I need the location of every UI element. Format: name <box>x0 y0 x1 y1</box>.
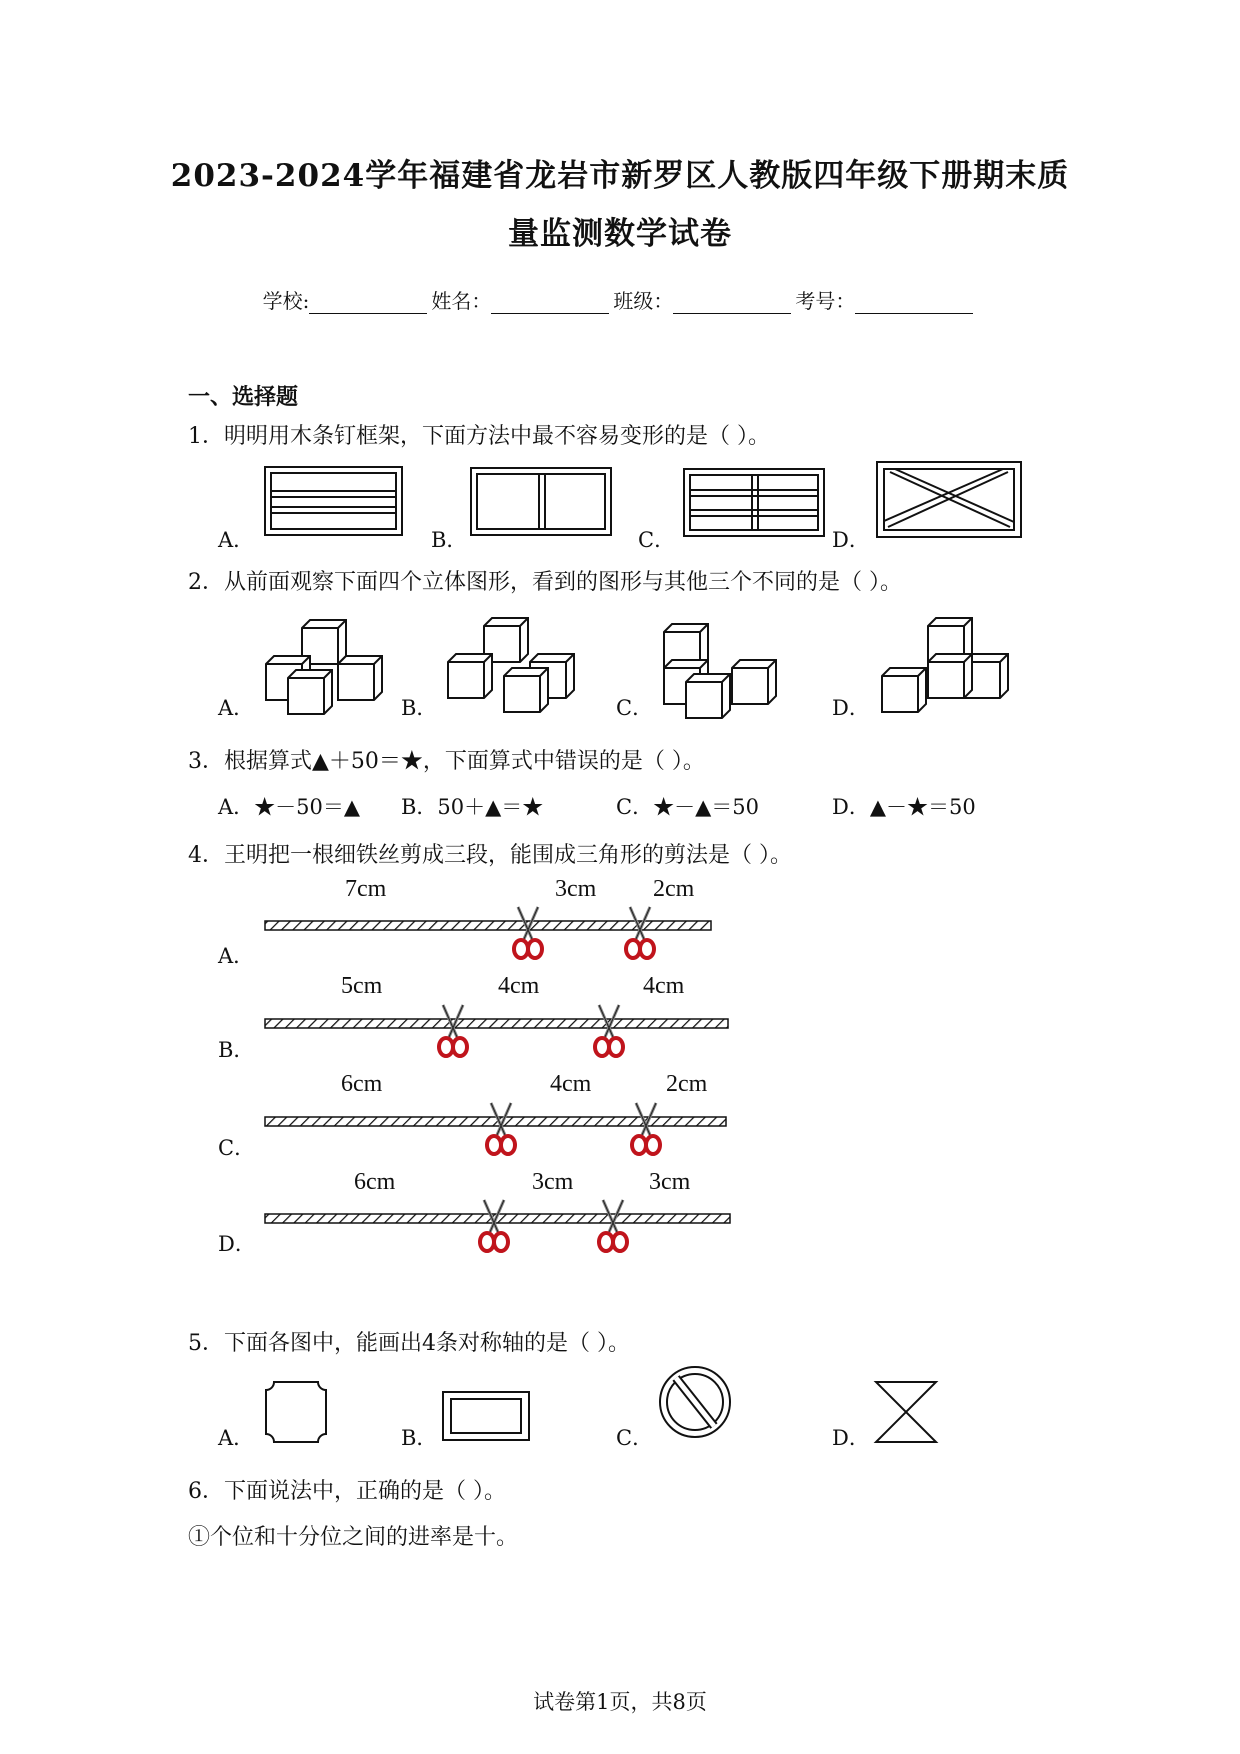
name-label: 姓名： <box>431 289 492 313</box>
q4-option-d-label[interactable]: D． <box>218 1232 256 1256</box>
q4-option-b-label[interactable]: B． <box>218 1038 255 1062</box>
q4-a-seg1: 7cm <box>345 876 387 902</box>
section-heading: 一、选择题 <box>188 384 299 410</box>
q4-d-seg3: 3cm <box>649 1169 691 1195</box>
question-5-stem: 5．下面各图中，能画出4条对称轴的是（ ）。 <box>188 1331 630 1356</box>
q5-shape-a <box>266 1382 326 1442</box>
exam-title-line2: 量监测数学试卷 <box>508 216 732 252</box>
q1-option-a-label[interactable]: A． <box>218 528 255 552</box>
q1-option-d-label[interactable]: D． <box>832 528 870 552</box>
q5-option-d-label[interactable]: D． <box>832 1426 870 1450</box>
question-4-stem: 4．王明把一根细铁丝剪成三段，能围成三角形的剪法是（ ）。 <box>188 843 792 868</box>
q4-option-a-label[interactable]: A． <box>218 944 255 968</box>
q4-option-c-label[interactable]: C． <box>218 1136 256 1160</box>
q3-option-a[interactable]: A．★－50＝▲ <box>218 795 361 819</box>
page-footer: 试卷第1页，共8页 <box>533 1690 707 1714</box>
q2-option-d-label[interactable]: D． <box>832 696 870 720</box>
q4-b-seg2: 4cm <box>498 973 540 999</box>
question-1-stem: 1．明明用木条钉框架，下面方法中最不容易变形的是（ ）。 <box>188 424 770 449</box>
q5-option-b-label[interactable]: B． <box>401 1426 438 1450</box>
q5-option-a-label[interactable]: A． <box>218 1426 255 1450</box>
q3-option-d[interactable]: D．▲－★＝50 <box>832 795 976 819</box>
q4-b-seg1: 5cm <box>341 973 383 999</box>
q5-option-c-label[interactable]: C． <box>616 1426 654 1450</box>
q3-option-c[interactable]: C．★－▲＝50 <box>616 795 759 819</box>
number-label: 考号： <box>795 289 856 313</box>
q4-a-seg2: 3cm <box>555 876 597 902</box>
q2-option-c-label[interactable]: C． <box>616 696 654 720</box>
question-6-stem: 6．下面说法中，正确的是（ ）。 <box>188 1479 506 1504</box>
q4-b-seg3: 4cm <box>643 973 685 999</box>
exam-title-line1: 2023-2024学年福建省龙岩市新罗区人教版四年级下册期末质 <box>170 158 1070 194</box>
q5-shape-d <box>876 1382 936 1442</box>
q2-option-a-label[interactable]: A． <box>218 696 255 720</box>
q1-option-b-label[interactable]: B． <box>431 528 468 552</box>
class-label: 班级： <box>613 289 674 313</box>
q6-statement-1: ①个位和十分位之间的进率是十。 <box>188 1525 519 1550</box>
q4-a-seg3: 2cm <box>653 876 695 902</box>
question-2-stem: 2．从前面观察下面四个立体图形，看到的图形与其他三个不同的是（ ）。 <box>188 570 902 595</box>
q2-option-b-label[interactable]: B． <box>401 696 438 720</box>
q4-c-seg1: 6cm <box>341 1071 383 1097</box>
q1-option-c-label[interactable]: C． <box>638 528 676 552</box>
q4-d-seg1: 6cm <box>354 1169 396 1195</box>
q3-option-b[interactable]: B．50＋▲＝★ <box>401 795 544 819</box>
q5-shape-b <box>443 1392 529 1440</box>
q4-c-seg2: 4cm <box>550 1071 592 1097</box>
q4-d-seg2: 3cm <box>532 1169 574 1195</box>
school-label: 学校: <box>262 289 310 313</box>
question-3-stem: 3．根据算式▲＋50＝★，下面算式中错误的是（ ）。 <box>188 749 705 774</box>
q4-c-seg3: 2cm <box>666 1071 708 1097</box>
q5-shape-c <box>660 1367 730 1437</box>
